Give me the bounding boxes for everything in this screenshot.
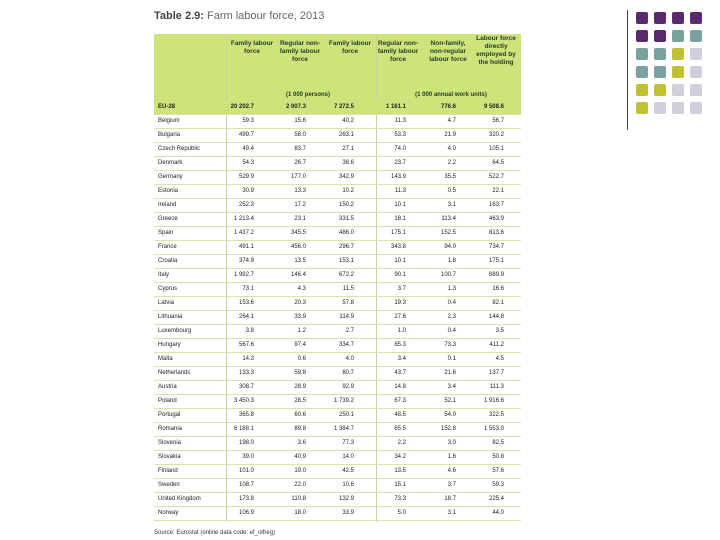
value-cell: 13.5 bbox=[294, 258, 306, 264]
value-cell: 7 272.5 bbox=[333, 104, 354, 110]
value-cell: 27.6 bbox=[394, 314, 406, 320]
value-cell: 0.4 bbox=[447, 300, 456, 306]
table-row bbox=[154, 283, 521, 297]
col-header-2: Regular non-family labour force bbox=[279, 40, 321, 63]
value-cell: 10.1 bbox=[394, 258, 406, 264]
country-cell: United Kingdom bbox=[158, 496, 201, 502]
value-cell: 114.9 bbox=[339, 314, 354, 320]
value-cell: 48.5 bbox=[394, 412, 406, 418]
value-cell: 20.3 bbox=[294, 300, 306, 306]
value-cell: 175.1 bbox=[488, 258, 504, 264]
value-cell: 1.3 bbox=[447, 286, 456, 292]
country-cell: Slovenia bbox=[158, 440, 182, 446]
table-row bbox=[154, 437, 521, 451]
value-cell: 522.7 bbox=[488, 174, 504, 180]
decor-square bbox=[690, 12, 702, 24]
decor-square bbox=[654, 102, 666, 114]
table-row bbox=[154, 409, 521, 423]
value-cell: 18.0 bbox=[294, 510, 306, 516]
value-cell: 33.9 bbox=[294, 314, 306, 320]
value-cell: 23.1 bbox=[294, 216, 306, 222]
value-cell: 22.0 bbox=[294, 482, 306, 488]
value-cell: 18.1 bbox=[394, 216, 406, 222]
country-cell: Czech Republic bbox=[158, 146, 201, 152]
value-cell: 132.9 bbox=[338, 496, 354, 502]
value-cell: 17.2 bbox=[294, 202, 306, 208]
decor-square bbox=[672, 30, 684, 42]
decor-square bbox=[636, 30, 648, 42]
value-cell: 10.1 bbox=[394, 202, 406, 208]
table-row bbox=[154, 157, 521, 171]
table-row bbox=[154, 465, 521, 479]
col-header-3: Family labour force bbox=[328, 40, 372, 55]
table-title-text: Farm labour force, 2013 bbox=[203, 10, 325, 22]
value-cell: 1 916.6 bbox=[483, 398, 504, 404]
farm-labour-table bbox=[154, 34, 521, 522]
value-cell: 77.3 bbox=[342, 440, 354, 446]
col-header-6: Labour force directly employed by the holding bbox=[476, 35, 516, 66]
table-row bbox=[154, 381, 521, 395]
country-cell: Austria bbox=[158, 384, 177, 390]
value-cell: 308.7 bbox=[238, 384, 254, 390]
value-cell: 85.3 bbox=[394, 342, 406, 348]
country-cell: Romania bbox=[158, 426, 183, 432]
value-cell: 11.3 bbox=[394, 188, 406, 194]
value-cell: 67.3 bbox=[394, 398, 406, 404]
table-row bbox=[154, 199, 521, 213]
table-header bbox=[154, 34, 521, 101]
table-row bbox=[154, 353, 521, 367]
country-cell: France bbox=[158, 244, 177, 250]
value-cell: 177.0 bbox=[290, 174, 306, 180]
value-cell: 97.4 bbox=[294, 342, 306, 348]
country-cell: Norway bbox=[158, 510, 179, 516]
table-number: Table 2.9: bbox=[154, 10, 204, 22]
value-cell: 491.1 bbox=[238, 244, 254, 250]
value-cell: 672.2 bbox=[338, 272, 354, 278]
value-cell: 345.5 bbox=[290, 230, 306, 236]
value-cell: 133.3 bbox=[238, 370, 254, 376]
value-cell: 264.1 bbox=[238, 314, 254, 320]
value-cell: 11.3 bbox=[394, 118, 406, 124]
value-cell: 89.8 bbox=[294, 426, 306, 432]
table-row bbox=[154, 297, 521, 311]
col-header-4: Regular non-family labour force bbox=[377, 40, 419, 63]
table-row bbox=[154, 507, 521, 521]
value-cell: 58.0 bbox=[294, 132, 306, 138]
value-cell: 163.7 bbox=[488, 202, 504, 208]
value-cell: 22.1 bbox=[492, 188, 504, 194]
value-cell: 14.0 bbox=[342, 454, 354, 460]
col-header-1: Family labour force bbox=[230, 40, 274, 55]
country-cell: Croatia bbox=[158, 258, 178, 264]
value-cell: 21.6 bbox=[444, 370, 456, 376]
value-cell: 3.4 bbox=[447, 384, 456, 390]
value-cell: 1.0 bbox=[397, 328, 406, 334]
value-cell: 42.5 bbox=[342, 468, 354, 474]
country-cell: EU-28 bbox=[158, 104, 176, 110]
value-cell: 175.1 bbox=[390, 230, 406, 236]
table-row bbox=[154, 479, 521, 493]
unit-awu: (1 000 annual work units) bbox=[415, 92, 487, 98]
value-cell: 82.1 bbox=[492, 300, 504, 306]
value-cell: 1 739.2 bbox=[333, 398, 354, 404]
decor-square bbox=[654, 48, 666, 60]
country-cell: Luxembourg bbox=[158, 328, 192, 334]
value-cell: 776.6 bbox=[440, 104, 456, 110]
value-cell: 19.0 bbox=[294, 468, 306, 474]
value-cell: 4.0 bbox=[447, 146, 456, 152]
decor-square bbox=[690, 48, 702, 60]
value-cell: 1 213.4 bbox=[233, 216, 254, 222]
decor-square bbox=[636, 84, 648, 96]
value-cell: 18.7 bbox=[444, 496, 456, 502]
value-cell: 2 007.3 bbox=[285, 104, 306, 110]
value-cell: 59.8 bbox=[294, 370, 306, 376]
value-cell: 56.7 bbox=[492, 118, 504, 124]
value-cell: 889.9 bbox=[488, 272, 504, 278]
decor-square bbox=[690, 102, 702, 114]
value-cell: 21.9 bbox=[444, 132, 456, 138]
value-cell: 35.5 bbox=[444, 174, 456, 180]
value-cell: 567.6 bbox=[238, 342, 254, 348]
value-cell: 59.3 bbox=[242, 118, 254, 124]
value-cell: 33.9 bbox=[342, 510, 354, 516]
table-row bbox=[154, 255, 521, 269]
value-cell: 331.5 bbox=[338, 216, 354, 222]
value-cell: 153.1 bbox=[338, 258, 354, 264]
decor-square bbox=[672, 102, 684, 114]
value-cell: 250.1 bbox=[338, 412, 354, 418]
value-cell: 110.8 bbox=[291, 496, 306, 502]
value-cell: 60.6 bbox=[294, 412, 306, 418]
source-note: Source: Eurostat (online data code: ef_olfreg) bbox=[154, 530, 276, 536]
country-cell: Denmark bbox=[158, 160, 183, 166]
decor-square bbox=[636, 48, 648, 60]
value-cell: 322.5 bbox=[488, 412, 504, 418]
value-cell: 734.7 bbox=[488, 244, 504, 250]
country-cell: Sweden bbox=[158, 482, 180, 488]
col-header-5: Non-family, non-regular labour force bbox=[429, 40, 467, 63]
value-cell: 43.7 bbox=[394, 370, 406, 376]
decor-square bbox=[654, 66, 666, 78]
country-cell: Bulgaria bbox=[158, 132, 181, 138]
value-cell: 90.1 bbox=[394, 272, 406, 278]
value-cell: 153.6 bbox=[238, 300, 254, 306]
value-cell: 5.0 bbox=[397, 510, 406, 516]
value-cell: 30.9 bbox=[242, 188, 254, 194]
country-cell: Belgium bbox=[158, 118, 180, 124]
table-row bbox=[154, 493, 521, 507]
value-cell: 111.3 bbox=[489, 384, 504, 390]
value-cell: 14.8 bbox=[394, 384, 406, 390]
value-cell: 3.7 bbox=[447, 482, 456, 488]
value-cell: 1.2 bbox=[297, 328, 306, 334]
decor-square bbox=[654, 84, 666, 96]
country-cell: Hungary bbox=[158, 342, 181, 348]
value-cell: 813.6 bbox=[488, 230, 504, 236]
decor-square bbox=[636, 12, 648, 24]
value-cell: 3.8 bbox=[245, 328, 254, 334]
value-cell: 296.7 bbox=[338, 244, 354, 250]
value-cell: 1.8 bbox=[447, 258, 456, 264]
value-cell: 15.1 bbox=[394, 482, 406, 488]
value-cell: 1 437.2 bbox=[233, 230, 254, 236]
country-cell: Greece bbox=[158, 216, 178, 222]
country-cell: Ireland bbox=[158, 202, 177, 208]
table-row bbox=[154, 143, 521, 157]
decor-square bbox=[690, 66, 702, 78]
decor-square bbox=[672, 48, 684, 60]
value-cell: 113.4 bbox=[441, 216, 456, 222]
country-cell: Latvia bbox=[158, 300, 175, 306]
value-cell: 150.2 bbox=[338, 202, 354, 208]
table-row bbox=[154, 129, 521, 143]
value-cell: 2.3 bbox=[447, 314, 456, 320]
value-cell: 59.3 bbox=[492, 482, 504, 488]
value-cell: 108.7 bbox=[238, 482, 254, 488]
value-cell: 73.1 bbox=[242, 286, 254, 292]
value-cell: 50.8 bbox=[492, 454, 504, 460]
value-cell: 3.0 bbox=[447, 440, 456, 446]
country-cell: Netherlands bbox=[158, 370, 191, 376]
value-cell: 1.6 bbox=[447, 454, 456, 460]
value-cell: 3.4 bbox=[397, 356, 406, 362]
country-cell: Lithuania bbox=[158, 314, 183, 320]
country-cell: Slovakia bbox=[158, 454, 181, 460]
value-cell: 6 188.1 bbox=[233, 426, 254, 432]
value-cell: 320.2 bbox=[488, 132, 504, 138]
value-cell: 73.3 bbox=[394, 496, 406, 502]
value-cell: 334.7 bbox=[338, 342, 354, 348]
value-cell: 137.7 bbox=[488, 370, 504, 376]
table-row bbox=[154, 241, 521, 255]
table-row bbox=[154, 395, 521, 409]
value-cell: 105.1 bbox=[488, 146, 504, 152]
value-cell: 2.2 bbox=[447, 160, 456, 166]
value-cell: 13.5 bbox=[394, 468, 406, 474]
value-cell: 365.8 bbox=[238, 412, 254, 418]
table-row bbox=[154, 101, 521, 115]
value-cell: 34.2 bbox=[394, 454, 406, 460]
value-cell: 3 450.3 bbox=[233, 398, 254, 404]
value-cell: 3.7 bbox=[397, 286, 406, 292]
value-cell: 411.2 bbox=[489, 342, 504, 348]
value-cell: 456.0 bbox=[290, 244, 306, 250]
decor-square bbox=[672, 12, 684, 24]
value-cell: 4.7 bbox=[447, 118, 456, 124]
value-cell: 54.0 bbox=[444, 412, 456, 418]
value-cell: 74.0 bbox=[394, 146, 406, 152]
decor-square bbox=[672, 84, 684, 96]
value-cell: 65.5 bbox=[394, 426, 406, 432]
value-cell: 10.6 bbox=[342, 482, 354, 488]
value-cell: 146.4 bbox=[290, 272, 306, 278]
decor-line bbox=[627, 10, 628, 130]
table-row bbox=[154, 269, 521, 283]
value-cell: 0.4 bbox=[447, 328, 456, 334]
value-cell: 0.6 bbox=[297, 356, 306, 362]
value-cell: 52.1 bbox=[444, 398, 456, 404]
value-cell: 26.7 bbox=[294, 160, 306, 166]
value-cell: 3.6 bbox=[297, 440, 306, 446]
value-cell: 486.0 bbox=[338, 230, 354, 236]
value-cell: 101.0 bbox=[238, 468, 254, 474]
value-cell: 1 161.1 bbox=[385, 104, 406, 110]
value-cell: 28.9 bbox=[294, 384, 306, 390]
value-cell: 499.7 bbox=[238, 132, 254, 138]
value-cell: 343.8 bbox=[390, 244, 406, 250]
table-row bbox=[154, 367, 521, 381]
value-cell: 100.7 bbox=[440, 272, 456, 278]
value-cell: 20 202.7 bbox=[230, 104, 254, 110]
table-row bbox=[154, 423, 521, 437]
country-cell: Finland bbox=[158, 468, 178, 474]
decor-square bbox=[654, 30, 666, 42]
value-cell: 15.6 bbox=[294, 118, 306, 124]
value-cell: 57.8 bbox=[342, 300, 354, 306]
table-row bbox=[154, 451, 521, 465]
value-cell: 44.0 bbox=[492, 510, 504, 516]
value-cell: 73.3 bbox=[444, 342, 456, 348]
table-row bbox=[154, 339, 521, 353]
unit-persons: (1 000 persons) bbox=[285, 92, 331, 98]
value-cell: 23.7 bbox=[394, 160, 406, 166]
value-cell: 64.5 bbox=[492, 160, 504, 166]
value-cell: 252.3 bbox=[238, 202, 254, 208]
country-cell: Spain bbox=[158, 230, 174, 236]
value-cell: 3.5 bbox=[495, 328, 504, 334]
country-cell: Portugal bbox=[158, 412, 181, 418]
table-row bbox=[154, 185, 521, 199]
decor-square bbox=[690, 84, 702, 96]
value-cell: 144.8 bbox=[488, 314, 504, 320]
decor-square bbox=[636, 66, 648, 78]
decor-square bbox=[672, 66, 684, 78]
value-cell: 28.5 bbox=[294, 398, 306, 404]
value-cell: 143.9 bbox=[390, 174, 406, 180]
value-cell: 463.9 bbox=[488, 216, 504, 222]
value-cell: 94.0 bbox=[444, 244, 456, 250]
value-cell: 173.8 bbox=[238, 496, 254, 502]
country-cell: Italy bbox=[158, 272, 170, 278]
value-cell: 1 992.7 bbox=[233, 272, 254, 278]
decor-square bbox=[636, 102, 648, 114]
value-cell: 4.6 bbox=[447, 468, 456, 474]
value-cell: 152.8 bbox=[440, 426, 456, 432]
decor-square bbox=[654, 12, 666, 24]
country-cell: Poland bbox=[158, 398, 177, 404]
value-cell: 342.9 bbox=[338, 174, 354, 180]
table-row bbox=[154, 115, 521, 129]
table-row bbox=[154, 213, 521, 227]
country-cell: Germany bbox=[158, 174, 183, 180]
value-cell: 13.3 bbox=[294, 188, 306, 194]
table-row bbox=[154, 171, 521, 185]
value-cell: 92.9 bbox=[342, 384, 354, 390]
value-cell: 27.1 bbox=[342, 146, 354, 152]
table-row bbox=[154, 311, 521, 325]
value-cell: 54.3 bbox=[242, 160, 254, 166]
table-row bbox=[154, 325, 521, 339]
value-cell: 4.5 bbox=[495, 356, 504, 362]
value-cell: 14.3 bbox=[242, 356, 254, 362]
country-cell: Estonia bbox=[158, 188, 179, 194]
value-cell: 83.7 bbox=[294, 146, 306, 152]
decor-square bbox=[690, 30, 702, 42]
value-cell: 57.6 bbox=[492, 468, 504, 474]
value-cell: 11.5 bbox=[342, 286, 354, 292]
value-cell: 3.1 bbox=[447, 510, 456, 516]
value-cell: 16.6 bbox=[492, 286, 504, 292]
value-cell: 10.2 bbox=[342, 188, 354, 194]
table-title bbox=[154, 10, 324, 22]
value-cell: 9 508.6 bbox=[483, 104, 504, 110]
value-cell: 374.9 bbox=[238, 258, 254, 264]
value-cell: 1 384.7 bbox=[333, 426, 354, 432]
value-cell: 53.3 bbox=[394, 132, 406, 138]
value-cell: 0.1 bbox=[447, 356, 456, 362]
value-cell: 82.5 bbox=[492, 440, 504, 446]
value-cell: 40.2 bbox=[342, 118, 354, 124]
value-cell: 529.9 bbox=[238, 174, 254, 180]
value-cell: 0.5 bbox=[447, 188, 456, 194]
value-cell: 38.6 bbox=[342, 160, 354, 166]
value-cell: 152.5 bbox=[440, 230, 456, 236]
value-cell: 3.1 bbox=[447, 202, 456, 208]
value-cell: 80.7 bbox=[342, 370, 354, 376]
country-cell: Cyprus bbox=[158, 286, 178, 292]
value-cell: 106.9 bbox=[238, 510, 254, 516]
value-cell: 198.0 bbox=[238, 440, 254, 446]
value-cell: 40.9 bbox=[294, 454, 306, 460]
value-cell: 263.1 bbox=[338, 132, 354, 138]
value-cell: 49.4 bbox=[242, 146, 254, 152]
value-cell: 39.0 bbox=[242, 454, 254, 460]
value-cell: 2.7 bbox=[345, 328, 354, 334]
value-cell: 4.0 bbox=[345, 356, 354, 362]
table-row bbox=[154, 227, 521, 241]
value-cell: 1 553.0 bbox=[483, 426, 504, 432]
value-cell: 2.2 bbox=[397, 440, 406, 446]
value-cell: 225.4 bbox=[488, 496, 504, 502]
country-cell: Malta bbox=[158, 356, 173, 362]
value-cell: 19.3 bbox=[394, 300, 406, 306]
value-cell: 4.3 bbox=[297, 286, 306, 292]
